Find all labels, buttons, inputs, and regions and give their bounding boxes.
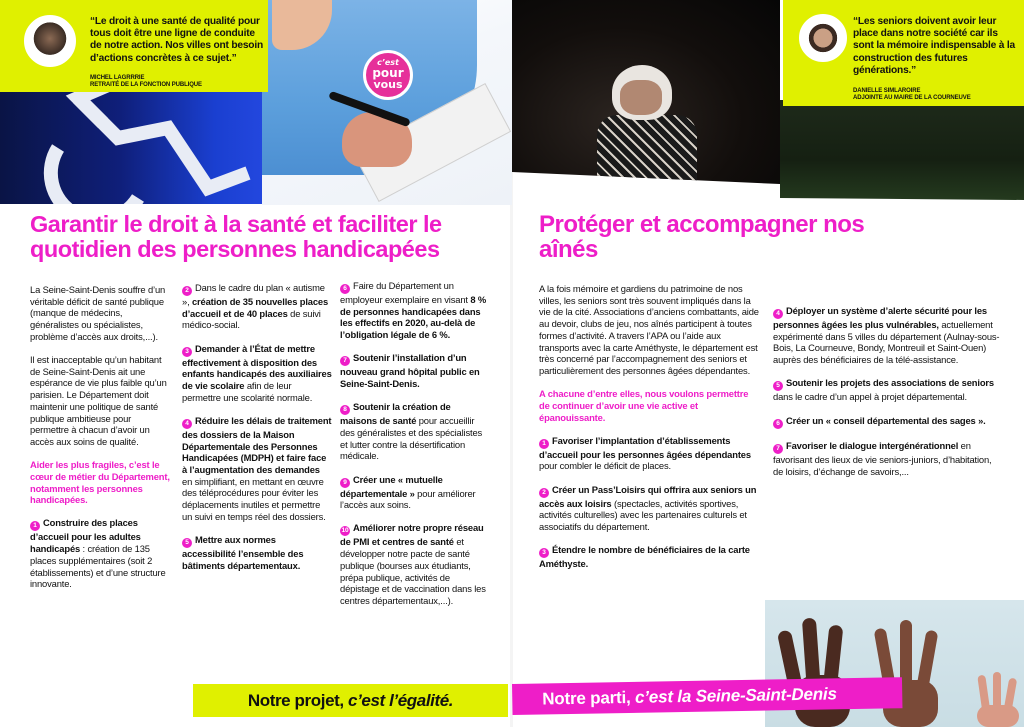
list-item: 7 Favoriser le dialogue intergénérationnel en favorisant des lieux de vie seniors-juniors, d’habitation, de loisirs, d’échange de savoirs,...	[773, 440, 992, 477]
number-bullet-icon: 9	[340, 478, 350, 488]
author-role: RETRAITÉ DE LA FONCTION PUBLIQUE	[90, 82, 202, 88]
quote-author	[853, 88, 971, 102]
cest-pour-vous-badge: c’est pour vous	[363, 50, 413, 100]
intro-paragraph: Il est inacceptable qu’un habitant de Seine-Saint-Denis ait une espérance de vie plus faible qu’un parisien. Le Département doit maintenir une politique de santé publique ambitieuse pour permettre à chacun d’avoir un accès aux soins de qualité.	[30, 354, 167, 447]
slogan-left: Notre projet, c’est l’égalité.	[193, 684, 508, 717]
list-item: 4 Déployer un système d’alerte sécurité pour les personnes âgées les plus vulnérables, actuellement expérimenté dans 5 villes du département (Aulnay-sous-Bois, La Courneuve, Bondy, Montreuil et Saint-Ouen) auprès des bénéficiaires de la télé-assistance.	[773, 305, 1000, 366]
section-title-health: Garantir le droit à la santé et faciliter le quotidien des personnes handicapées	[30, 211, 442, 262]
intro-paragraph: La Seine-Saint-Denis souffre d’un véritable déficit de santé publique (manque de médecins, généralistes ou spécialistes, problème d’accès aux droits,...).	[30, 284, 166, 342]
number-bullet-icon: 3	[182, 347, 192, 357]
quote-text: “Les seniors doivent avoir leur place dans notre société car ils sont la mémoire indispensable à la construction des futures générations.”	[853, 16, 1015, 76]
number-bullet-icon: 10	[341, 527, 349, 535]
text-column-1	[30, 284, 172, 601]
number-bullet-icon: 6	[340, 284, 350, 294]
author-name: DANIELLE SIMLAROIRE	[853, 88, 921, 94]
text-column-4	[539, 283, 761, 581]
text-column-2	[182, 282, 332, 583]
list-item: 5 Soutenir les projets des associations de seniors dans le cadre d’un appel à projet départemental.	[773, 377, 994, 403]
list-item: 1 Construire des places d’accueil pour les adultes handicapés : création de 135 places supplémentaires (soit 2 établissements) et d’une structure innovante.	[30, 517, 166, 590]
quote-box-right	[783, 0, 1024, 106]
section-title-seniors: Protéger et accompagner nos aînés	[539, 211, 865, 263]
quote-author	[90, 75, 202, 89]
list-item: 3 Étendre le nombre de bénéficiaires de la carte Améthyste.	[539, 544, 750, 570]
list-item: 4 Réduire les délais de traitement des dossiers de la Maison Départementale des Personnes Handicapées (MDPH) et faire face à l’augmentation des demandes en simplifiant, en mettant en œuvre des téléprocédures pour éviter les déplacements inutiles et permettre un suivi en temps réel des dossiers.	[182, 414, 332, 522]
number-bullet-icon: 1	[539, 439, 549, 449]
list-item: 6 Faire du Département un employeur exemplaire en visant 8 % de personnes handicapées dans les effectifs en 2020, au-delà de l’obligation légale de 6 %.	[340, 280, 487, 341]
list-item: 2 Créer un Pass’Loisirs qui offrira aux seniors un accès aux loisirs (spectacles, activités sportives, activités culturelles) avec les partenaires culturels et associatifs du département.	[539, 483, 757, 533]
park-photo	[780, 100, 1024, 200]
senior-face	[620, 80, 662, 115]
highlight-text: A chacune d’entre elles, nous voulons permettre de continuer d’avoir une vie active et épanouissante.	[539, 388, 749, 423]
number-bullet-icon: 2	[539, 488, 549, 498]
number-bullet-icon: 7	[773, 444, 783, 454]
senior-coat	[597, 115, 697, 195]
senior-woman-photo	[512, 0, 780, 200]
list-item: 10 Améliorer notre propre réseau de PMI et centres de santé et développer notre pacte de santé publique (bourses aux étudiants, prépa publique, activités de dépistage et de vaccination dans les centres départementaux,...).	[340, 522, 486, 606]
author-role: ADJOINTE AU MAIRE DE LA COURNEUVE	[853, 95, 971, 101]
list-item: 7 Soutenir l’installation d’un nouveau grand hôpital public en Seine-Saint-Denis.	[340, 352, 480, 390]
list-item: 5 Mettre aux normes accessibilité l’ensemble des bâtiments départementaux.	[182, 534, 304, 571]
quote-text: “Le droit à une santé de qualité pour tous doit être une ligne de conduite de notre action. Nos villes ont besoin d’actions concrètes à ce sujet.”	[90, 16, 263, 64]
number-bullet-icon: 3	[539, 548, 549, 558]
quote-box-left	[0, 0, 268, 92]
slogan-right: Notre parti, c’est la Seine-Saint-Denis	[512, 677, 902, 715]
list-item: 2 Dans le cadre du plan « autisme », création de 35 nouvelles places d’accueil et de 40 places de suivi médico-social.	[182, 282, 329, 331]
list-item: 6 Créer un « conseil départemental des sages ».	[773, 415, 1003, 429]
number-bullet-icon: 7	[340, 356, 350, 366]
list-item: 9 Créer une « mutuelle départementale » pour améliorer l’accès aux soins.	[340, 473, 476, 511]
list-item: 8 Soutenir la création de maisons de santé pour accueillir des généralistes et des spécialistes et lutter contre la désertification médicale.	[340, 401, 483, 462]
list-item: 3 Demander à l’État de mettre effectivement à disposition des enfants handicapés des auxiliaires de vie scolaire afin de leur permettre une scolarité normale.	[182, 342, 332, 403]
number-bullet-icon: 6	[773, 419, 783, 429]
palm	[977, 705, 1019, 727]
number-bullet-icon: 4	[182, 419, 192, 429]
number-bullet-icon: 5	[773, 381, 783, 391]
avatar	[24, 15, 76, 67]
text-column-3	[340, 280, 490, 618]
number-bullet-icon: 8	[340, 405, 350, 415]
nurse-photo	[262, 0, 512, 205]
list-item: 1 Favoriser l’implantation d’établissements d’accueil pour les personnes âgées dépendantes pour combler le déficit de places.	[539, 434, 751, 472]
intro-paragraph: A la fois mémoire et gardiens du patrimoine de nos villes, les seniors sont très souvent impliqués dans la vie de la cité. Associations d’anciens combattants, aide au devoir, clubs de jeu, nos aînés participent à toutes formes d’activité. A travers l’APA ou l’aide aux transports avec la carte Améthyste, le département est très concerné par l’accompagnement des seniors et particulièrement des personnes âgées dépendantes.	[539, 283, 759, 376]
author-name: MICHEL LAGRRRIE	[90, 75, 145, 81]
wheelchair-icon	[18, 84, 258, 204]
number-bullet-icon: 4	[773, 309, 783, 319]
number-bullet-icon: 1	[30, 521, 40, 531]
wheelchair-photo	[0, 84, 268, 204]
highlight-text: Aider les plus fragiles, c’est le cœur de métier du Département, notamment les personnes handicapées.	[30, 459, 170, 506]
number-bullet-icon: 5	[182, 538, 192, 548]
text-column-5	[773, 305, 1003, 489]
number-bullet-icon: 2	[182, 286, 192, 296]
avatar	[799, 14, 847, 62]
